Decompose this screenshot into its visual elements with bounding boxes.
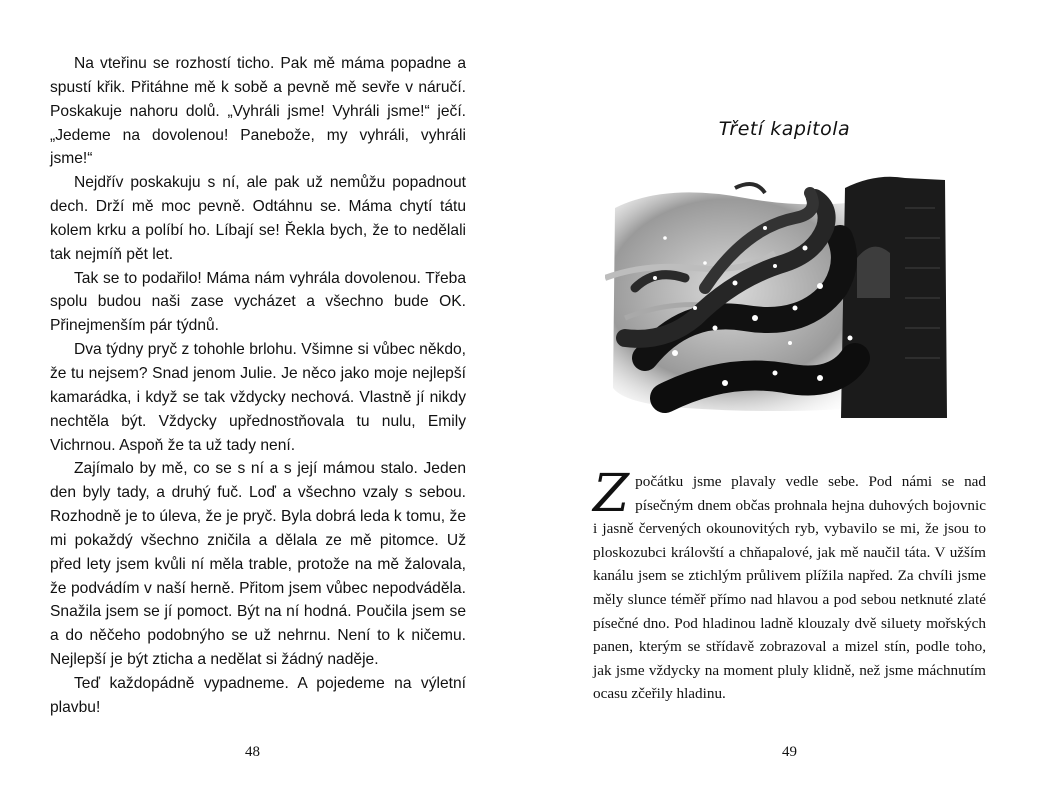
paragraph [593, 464, 986, 706]
paragraph: Dva týdny pryč z tohohle brlohu. Všimne si vůbec někdo, že tu nejsem? Snad jenom Julie. Je něco jako moje nejlepší kamarádka, i když se tak vždycky nechová. Vlastně jí nikdy nechtěla být. Vždycky upřednostňovala tu nulu, Emily Vichrnou. Aspoň že ta už tady není. [50, 341, 466, 454]
right-page-text [593, 464, 986, 706]
tentacles-underwater-illustration [605, 168, 973, 418]
paragraph: Tak se to podařilo! Máma nám vyhrála dovolenou. Třeba spolu budou naši zase vycházet a všechno bude OK. Přinejmenším pár týdnů. [50, 269, 466, 335]
drop-cap: Z [593, 464, 630, 524]
page-number-left: 48 [245, 744, 260, 760]
paragraph: Teď každopádně vypadneme. A pojedeme na výletní plavbu! [50, 674, 466, 716]
left-page-text [50, 52, 466, 720]
page-number-right: 49 [782, 744, 797, 760]
right-page [523, 0, 1046, 800]
paragraph-text: počátku jsme plavaly vedle sebe. Pod námi se nad písečným dnem občas prohnala hejna duhových bojovnic i jasně červených okounovitých ryb, vybavilo se mi, že jsou to ploskozubci královští a chňapalové, jak mě naučil táta. V užším kanálu jsem se ztichlým průlivem plížila napřed. Za chvíli jsme měly slunce téměř přímo nad hlavou a pod sebou netknuté zlaté písečné dno. Pod hladinou ladně klouzaly dvě siluety mořských panen, kterým se střídavě zobrazoval a mizel stín, podle toho, jak jsme vždycky na moment pluly klidně, než jsme máchnutím ocasu zčeřily hladinu. [593, 473, 986, 703]
paragraph: Zajímalo by mě, co se s ní a s její mámou stalo. Jeden den byly tady, a druhý fuč. Loď a všechno vzaly s sebou. Rozhodně je to úleva, že je pryč. Byla dobrá leda k tomu, že mi pokaždý všechno zničila a dělala ze mě pitomce. Už před lety jsem kvůli ní měla trable, protože na mě žalovala, že podvádím v naší herně. Přitom jsem vůbec nepodváděla. Snažila jsem se jí pomoct. Být na ní hodná. Poučila jsem se a do něčeho podobnýho se už nehrnu. Není to k ničemu. Nejlepší je být zticha a nedělat si žádný naděje. [50, 460, 466, 669]
chapter-title: Třetí kapitola [718, 118, 851, 140]
paragraph: Nejdřív poskakuju s ní, ale pak už nemůžu popadnout dech. Drží mě moc pevně. Odtáhnu se. Máma chytí tátu kolem krku a políbí ho. Líbají se! Řekla bych, že to nedělali tak nejmíň pět let. [50, 174, 466, 263]
paragraph: Na vteřinu se rozhostí ticho. Pak mě máma popadne a spustí křik. Přitáhne mě k sobě a pevně mě sevře v náručí. Poskakuje nahoru dolů. „Vyhráli jsme! Vyhráli jsme!“ ječí. „Jedeme na dovolenou! Panebože, my vyhráli, vyhráli jsme!“ [50, 55, 466, 168]
